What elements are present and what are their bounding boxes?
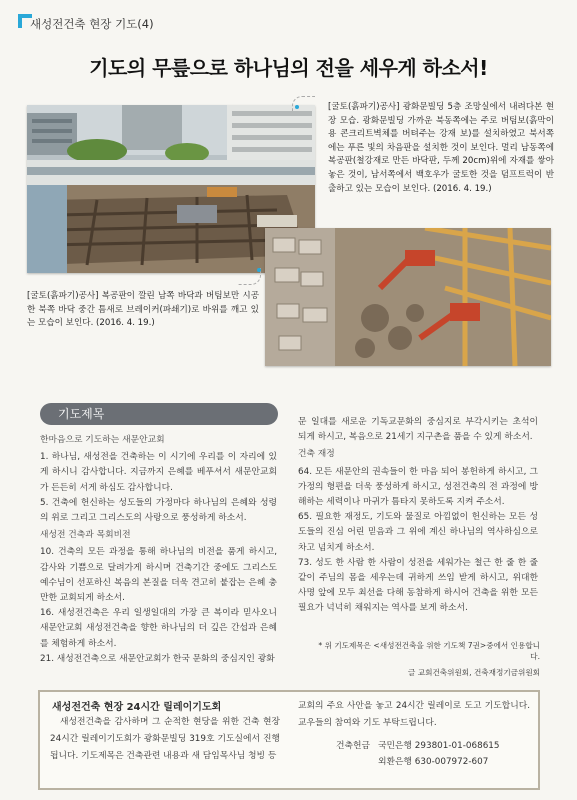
caption-bottom: [굴토(흙파기)공사] 복공판이 깔린 남쪽 바닥과 버팀보만 시공한 북쪽 바닥 중간 틈새로 브레이커(파쇄기)로 바위를 깨고 있는 모습이 보인다. (2016. 4. 19.) bbox=[27, 291, 259, 329]
bank-account-2: 외환은행 630-007972-607 bbox=[378, 757, 489, 767]
section-title-prayer-topics: 기도제목 bbox=[40, 403, 278, 425]
prayer-item: 16. 새성전건축은 우리 일생일대의 가장 큰 복이라 믿사오니 새문안교회 새성전건축을 향한 하나님의 더 깊은 간섭과 은혜를 체험하게 하소서. bbox=[40, 608, 277, 649]
author-signature: 글 교회건축위원회, 건축재정기금위원회 bbox=[408, 668, 540, 677]
caption-top: [굴토(흙파기)공사] 광화문빌딩 5층 조망실에서 내려다본 현장 모습. 광화문빌딩 가까운 북동쪽에는 주로 버팀보(흙막이용 콘크리트벽체를 버텨주는 강재 보)를 설치하였고 북서쪽에는 푸른 빛의 차음판을 설치한 것이 보인다. 멀리 남동쪽에 복공판(철강재로 만든 바닥판, 두께 20cm)위에 자재를 쌓아놓은 것이, 남서쪽에서 백호우가 굴토한 것을 덤프트럭이 반출하고 있는 모습이 보인다. (2016. 4. 19.) bbox=[328, 102, 554, 194]
prayer-item: 10. 건축의 모든 과정을 통해 하나님의 비전을 품게 하시고, 감사와 기쁨으로 달려가게 하시며 건축기간 중에도 그리스도 예수님이 선포하신 복음의 본질을 더욱 견고히 붙잡는 은혜 충만한 교회되게 하소서. bbox=[40, 547, 277, 604]
prayer-item: 1. 하나님, 새성전을 건축하는 이 시기에 우리를 이 자리에 있게 하시니 감사합니다. 지금까지 은혜를 베푸셔서 새문안교회가 든든히 서게 하심도 감사합니다. bbox=[40, 452, 277, 493]
prayer-item: 73. 성도 한 사람 한 사람이 성전을 세워가는 철근 한 줄 한 줄 같이 주님의 몸을 세우는데 귀하게 쓰임 받게 하시고, 위대한 사명 앞에 모두 최선을 다해 동참하게 하시어 건축을 위한 모든 필요가 넉넉히 채워지는 역사를 보게 하소서. bbox=[298, 557, 538, 614]
caption-dot-bottom bbox=[257, 268, 261, 272]
caption-dot bbox=[295, 105, 299, 109]
bank-account-1: 국민은행 293801-01-068615 bbox=[378, 741, 500, 751]
series-label: 새성전건축 현장 기도(4) bbox=[30, 17, 154, 31]
photo-breaker bbox=[265, 228, 551, 366]
prayer-item: 문 일대를 새로운 기독교문화의 중심지로 부각시키는 초석이 되게 하시고, 복음으로 21세기 지구촌을 품을 수 있게 하소서. bbox=[298, 417, 538, 443]
subheading: 새성전 건축과 목회비전 bbox=[40, 530, 131, 541]
prayer-item: 65. 필요한 재정도, 기도와 물질로 아낌없이 헌신하는 모든 성도들의 진심 어린 믿음과 그 위에 계신 하나님의 역사하심으로 차고 넘치게 하소서. bbox=[298, 512, 538, 553]
relay-prayer-text-right: 교회의 주요 사안을 놓고 24시간 릴레이로 도고 기도합니다. 교우들의 참여와 기도 부탁드립니다. bbox=[298, 701, 530, 728]
source-footnote: * 위 기도제목은 <새성전건축을 위한 기도책 7권>중에서 인용합니다. bbox=[318, 641, 540, 661]
page-title: 기도의 무릎으로 하나님의 전을 세우게 하소서! bbox=[89, 56, 488, 80]
relay-prayer-title: 새성전건축 현장 24시간 릴레이기도회 bbox=[52, 702, 222, 713]
prayer-item: 64. 모든 새문안의 권속들이 한 마음 되어 봉헌하게 하시고, 그 가정의 형편을 더욱 풍성하게 하시고, 성전건축의 전 과정에 방해하는 세력이나 마귀가 틈타지 못하도록 지켜 주소서. bbox=[298, 466, 538, 508]
prayer-item: 5. 건축에 헌신하는 성도들의 가정마다 하나님의 은혜와 성령의 위로 그리고 그리스도의 사랑으로 풍성하게 하소서. bbox=[40, 497, 277, 524]
relay-prayer-text-left: 새성전건축을 감사하며 그 순적한 현당을 위한 건축 현장 24시간 릴레이기도회가 광화문빌딩 319호 기도실에서 진행됩니다. 기도제목은 건축관련 내용과 새 담임목사님 청빙 등 bbox=[50, 717, 280, 761]
prayer-column-right bbox=[298, 415, 538, 617]
subheading: 한마음으로 기도하는 새문안교회 bbox=[40, 435, 165, 445]
subheading: 건축 재정 bbox=[298, 449, 335, 460]
prayer-item: 21. 새성전건축으로 새문안교회가 한국 문화의 중심지인 광화 bbox=[40, 653, 275, 664]
account-label: 건축헌금 bbox=[336, 741, 370, 751]
prayer-column-left bbox=[40, 431, 277, 667]
